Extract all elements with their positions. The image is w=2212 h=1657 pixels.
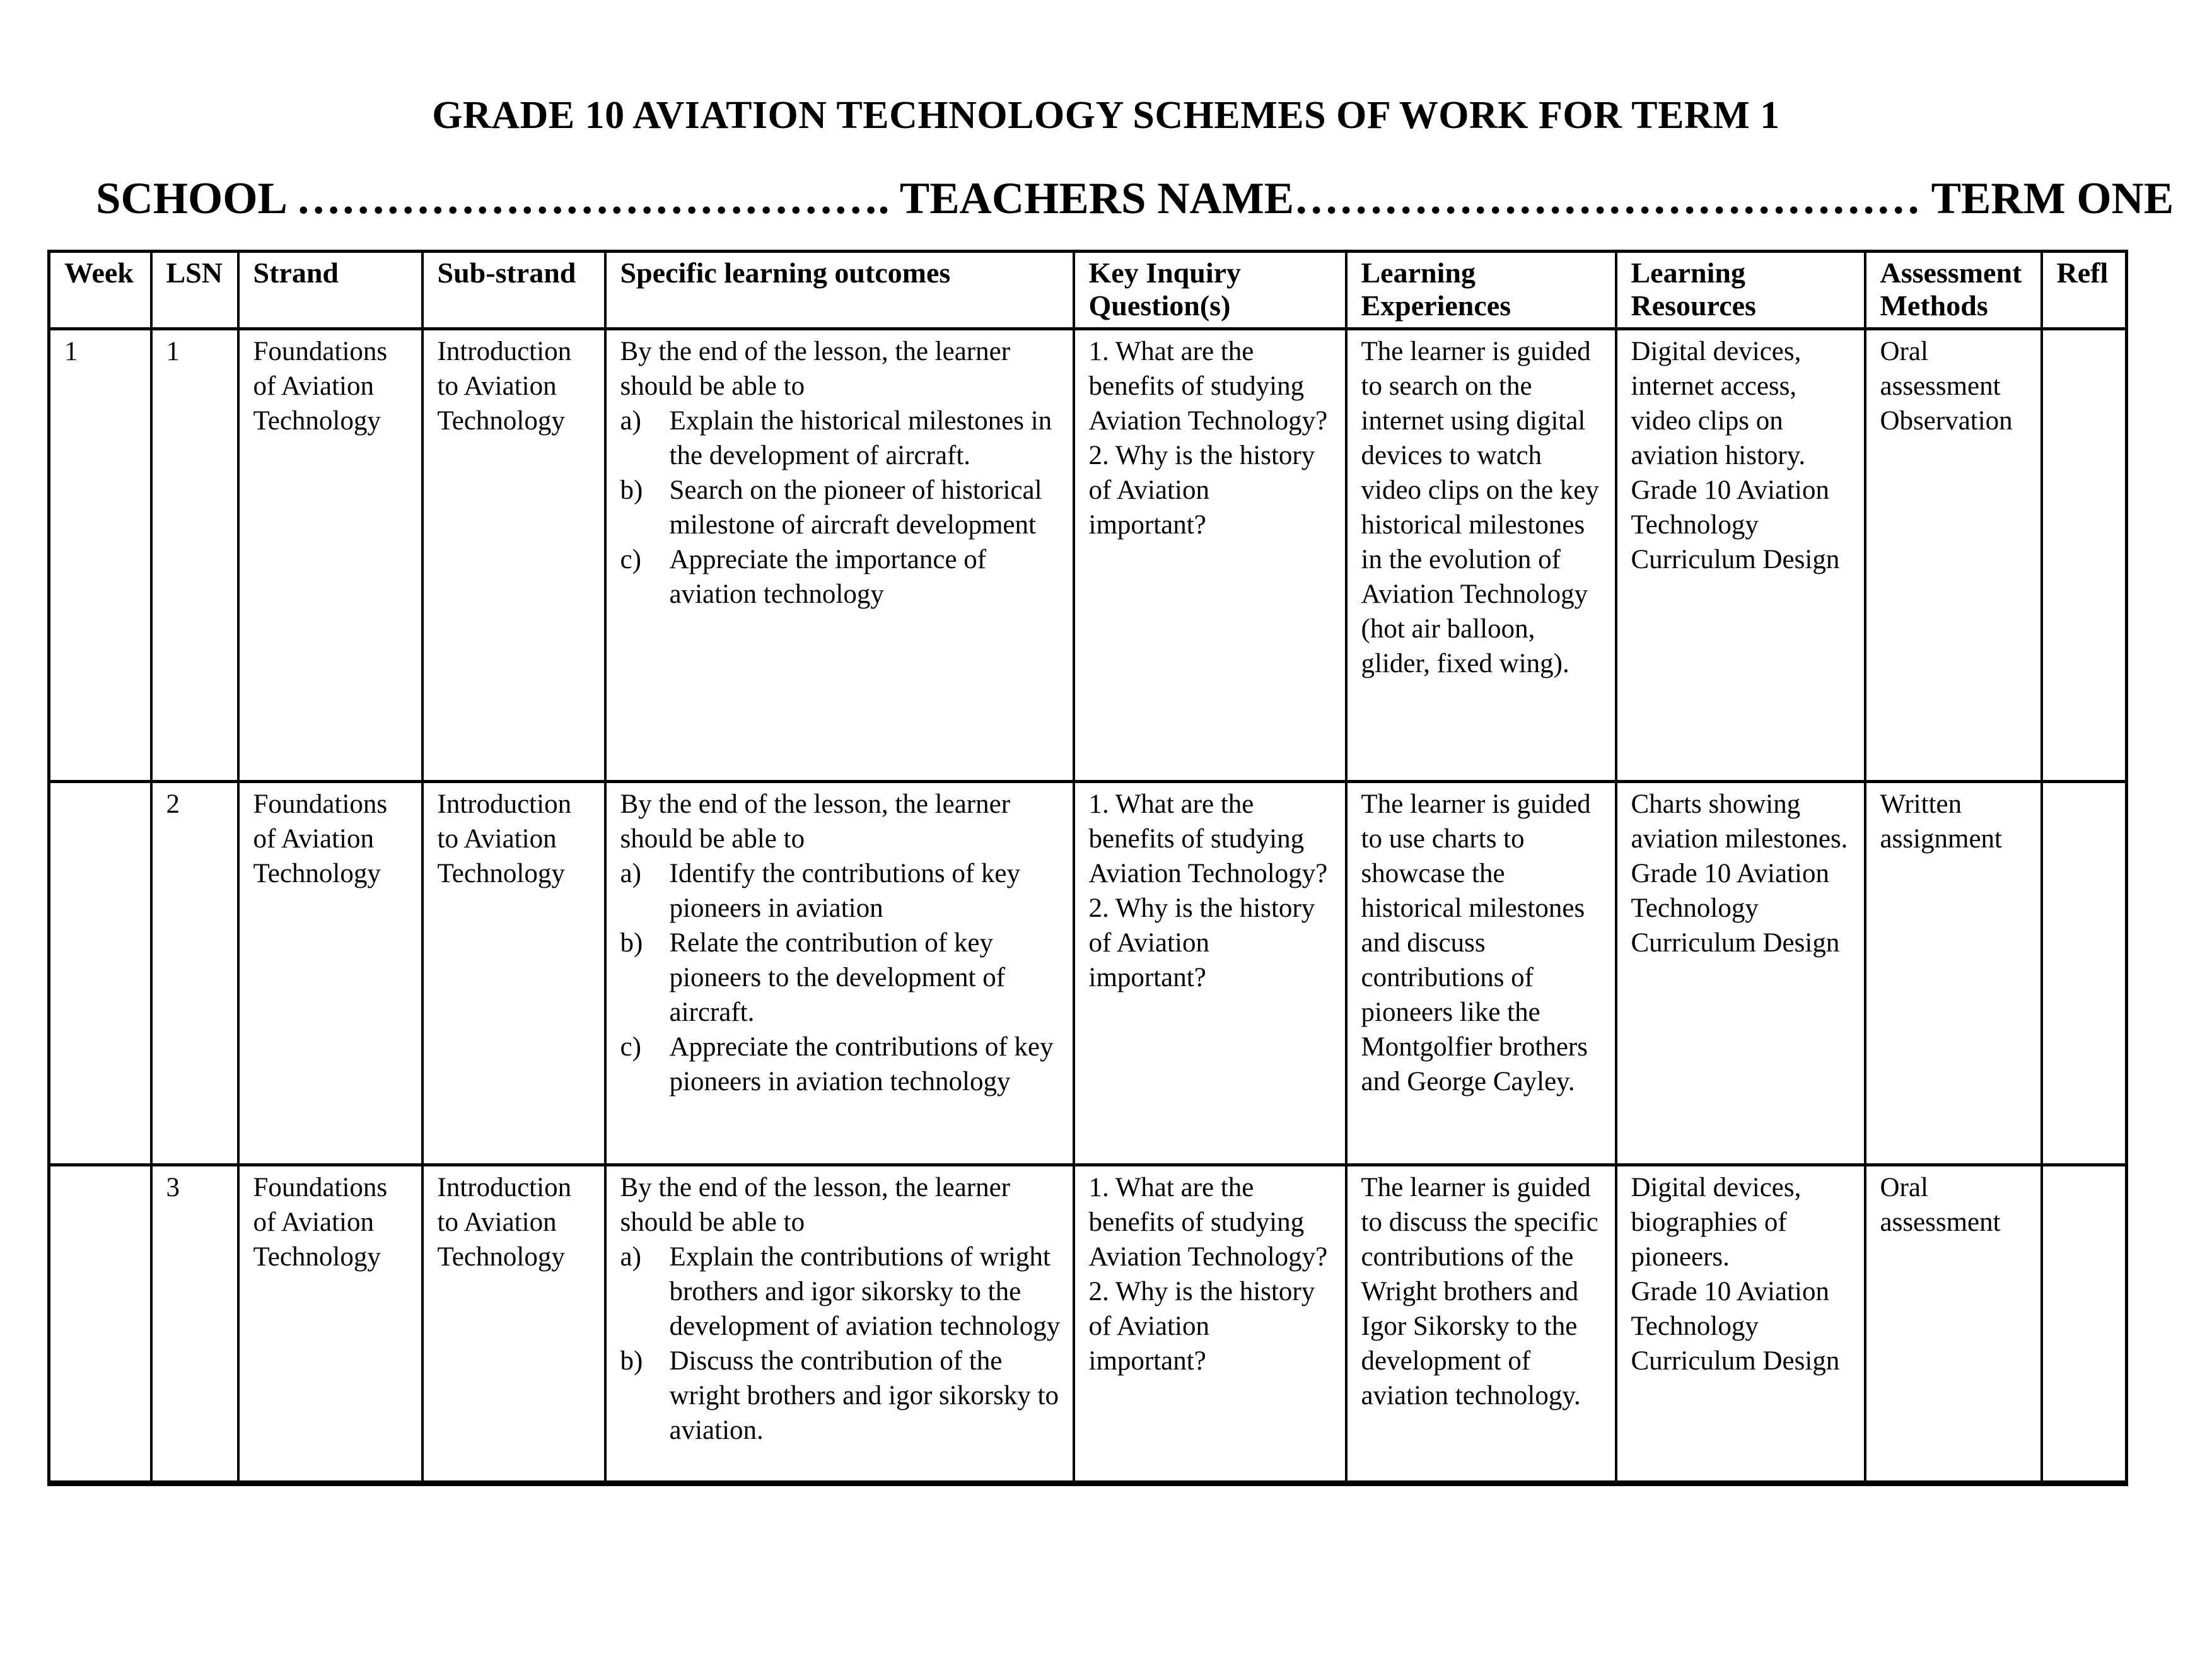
outcome-text: Appreciate the importance of aviation technology: [669, 545, 987, 609]
outcomes-cell: [605, 329, 1074, 782]
outcome-text: Appreciate the contributions of key pioneers in aviation technology: [669, 1032, 1054, 1096]
header-learning-resources: Learning Resources: [1616, 252, 1865, 329]
lsn-cell: [151, 329, 238, 782]
outcome-text: Discuss the contribution of the wright brothers and igor sikorsky to aviation.: [669, 1346, 1059, 1445]
refl-cell: [2042, 1165, 2127, 1484]
header-assessment-methods: Assessment Methods: [1865, 252, 2042, 329]
learning-experiences-cell: [1346, 782, 1616, 1165]
learning-resources-cell: [1616, 329, 1865, 782]
outcomes-intro: By the end of the lesson, the learner should be able to: [620, 789, 1011, 854]
assessment-methods-cell: [1865, 329, 2042, 782]
learning-resources-text-2: Grade 10 Aviation Technology Curriculum Design: [1631, 475, 1840, 574]
outcomes-intro: By the end of the lesson, the learner should be able to: [620, 1173, 1011, 1237]
learning-resources-text-1: Digital devices, internet access, video clips on aviation history.: [1631, 337, 1806, 470]
schemes-of-work-table: [47, 250, 2128, 1486]
page-title: GRADE 10 AVIATION TECHNOLOGY SCHEMES OF WORK FOR TERM 1: [432, 94, 1780, 137]
key-inquiry-cell: [1074, 782, 1346, 1165]
outcome-marker: b): [620, 1346, 643, 1376]
lsn-value: 1: [166, 337, 180, 366]
outcome-marker: b): [620, 928, 643, 958]
outcome-item: [620, 926, 1061, 1030]
outcomes-cell: [605, 1165, 1074, 1484]
header-week: Week: [49, 252, 151, 329]
refl-cell: [2042, 782, 2127, 1165]
lsn-cell: [151, 1165, 238, 1484]
assessment-methods-cell: [1865, 782, 2042, 1165]
outcome-marker: a): [620, 1242, 641, 1272]
outcome-marker: a): [620, 406, 641, 436]
outcome-marker: c): [620, 545, 641, 574]
key-inquiry-question-1: 1. What are the benefits of studying Aviation Technology?: [1088, 1173, 1328, 1272]
outcome-text: Explain the historical milestones in the development of aircraft.: [669, 406, 1052, 470]
outcome-marker: a): [620, 859, 641, 888]
outcome-text: Relate the contribution of key pioneers to the development of aircraft.: [669, 928, 1006, 1027]
header-key-inquiry-questions: Key Inquiry Question(s): [1074, 252, 1346, 329]
key-inquiry-question-2: 2. Why is the history of Aviation important?: [1088, 441, 1315, 540]
key-inquiry-question-2: 2. Why is the history of Aviation important?: [1088, 1277, 1315, 1376]
outcomes-intro: By the end of the lesson, the learner should be able to: [620, 337, 1011, 401]
outcome-item: [620, 856, 1061, 926]
strand-value: Foundations of Aviation Technology: [253, 789, 388, 888]
header-sub-strand: Sub-strand: [422, 252, 605, 329]
week-cell: [49, 782, 151, 1165]
learning-resources-text-2: Grade 10 Aviation Technology Curriculum Design: [1631, 859, 1840, 958]
week-cell: [49, 1165, 151, 1484]
learning-experiences-text: The learner is guided to search on the internet using digital devices to watch video clips on the key historical milestones in the evolution of Aviation Technology (hot air balloon, glider, fixed wing).: [1361, 337, 1599, 678]
header-strand: Strand: [238, 252, 422, 329]
assessment-method-1: Oral assessment: [1880, 337, 2001, 401]
outcome-item: [620, 404, 1061, 473]
strand-cell: [238, 782, 422, 1165]
learning-resources-cell: [1616, 1165, 1865, 1484]
learning-experiences-cell: [1346, 329, 1616, 782]
learning-resources-text-1: Charts showing aviation milestones.: [1631, 789, 1848, 854]
key-inquiry-question-1: 1. What are the benefits of studying Aviation Technology?: [1088, 337, 1328, 436]
outcome-text: Search on the pioneer of historical milestone of aircraft development: [669, 475, 1042, 540]
outcome-text: Identify the contributions of key pioneers in aviation: [669, 859, 1020, 923]
outcomes-cell: [605, 782, 1074, 1165]
outcome-item: [620, 542, 1061, 612]
outcome-text: Explain the contributions of wright brothers and igor sikorsky to the development of aviation technology: [669, 1242, 1061, 1341]
week-cell: [49, 329, 151, 782]
strand-value: Foundations of Aviation Technology: [253, 1173, 388, 1272]
table-row-lesson-2: [49, 782, 2127, 1165]
sub-strand-value: Introduction to Aviation Technology: [437, 337, 572, 436]
table-row-lesson-1: [49, 329, 2127, 782]
table-header-row: [49, 252, 2127, 329]
strand-value: Foundations of Aviation Technology: [253, 337, 388, 436]
sub-strand-cell: [422, 1165, 605, 1484]
key-inquiry-question-2: 2. Why is the history of Aviation important?: [1088, 893, 1315, 992]
learning-resources-text-2: Grade 10 Aviation Technology Curriculum Design: [1631, 1277, 1840, 1376]
header-learning-experiences: Learning Experiences: [1346, 252, 1616, 329]
key-inquiry-cell: [1074, 1165, 1346, 1484]
header-refl: Refl: [2042, 252, 2127, 329]
sub-strand-cell: [422, 329, 605, 782]
assessment-method-2: Observation: [1880, 406, 2013, 436]
lsn-value: 3: [166, 1173, 180, 1202]
header-specific-learning-outcomes: Specific learning outcomes: [605, 252, 1074, 329]
key-inquiry-cell: [1074, 329, 1346, 782]
outcome-item: [620, 1030, 1061, 1099]
assessment-method-1: Written assignment: [1880, 789, 2002, 854]
learning-experiences-text: The learner is guided to use charts to showcase the historical milestones and discuss contributions of pioneers like the Montgolfier brothers and George Cayley.: [1361, 789, 1591, 1096]
lsn-value: 2: [166, 789, 180, 819]
sub-strand-value: Introduction to Aviation Technology: [437, 1173, 572, 1272]
learning-resources-text-1: Digital devices, biographies of pioneers.: [1631, 1173, 1802, 1272]
table-row-lesson-3: [49, 1165, 2127, 1484]
learning-resources-cell: [1616, 782, 1865, 1165]
sub-strand-cell: [422, 782, 605, 1165]
refl-cell: [2042, 329, 2127, 782]
strand-cell: [238, 1165, 422, 1484]
school-teacher-term-line: SCHOOL …………………………………. TEACHERS NAME…………………………………… TERM ONE: [96, 174, 2174, 223]
outcome-item: [620, 473, 1061, 542]
week-value: 1: [64, 337, 78, 366]
key-inquiry-question-1: 1. What are the benefits of studying Aviation Technology?: [1088, 789, 1328, 888]
assessment-method-1: Oral assessment: [1880, 1173, 2001, 1237]
learning-experiences-text: The learner is guided to discuss the specific contributions of the Wright brothers and Igor Sikorsky to the development of aviation technology.: [1361, 1173, 1598, 1410]
outcome-marker: b): [620, 475, 643, 505]
outcome-item: [620, 1344, 1061, 1448]
outcome-marker: c): [620, 1032, 641, 1062]
sub-strand-value: Introduction to Aviation Technology: [437, 789, 572, 888]
header-lsn: LSN: [151, 252, 238, 329]
strand-cell: [238, 329, 422, 782]
assessment-methods-cell: [1865, 1165, 2042, 1484]
outcome-item: [620, 1240, 1061, 1344]
learning-experiences-cell: [1346, 1165, 1616, 1484]
lsn-cell: [151, 782, 238, 1165]
